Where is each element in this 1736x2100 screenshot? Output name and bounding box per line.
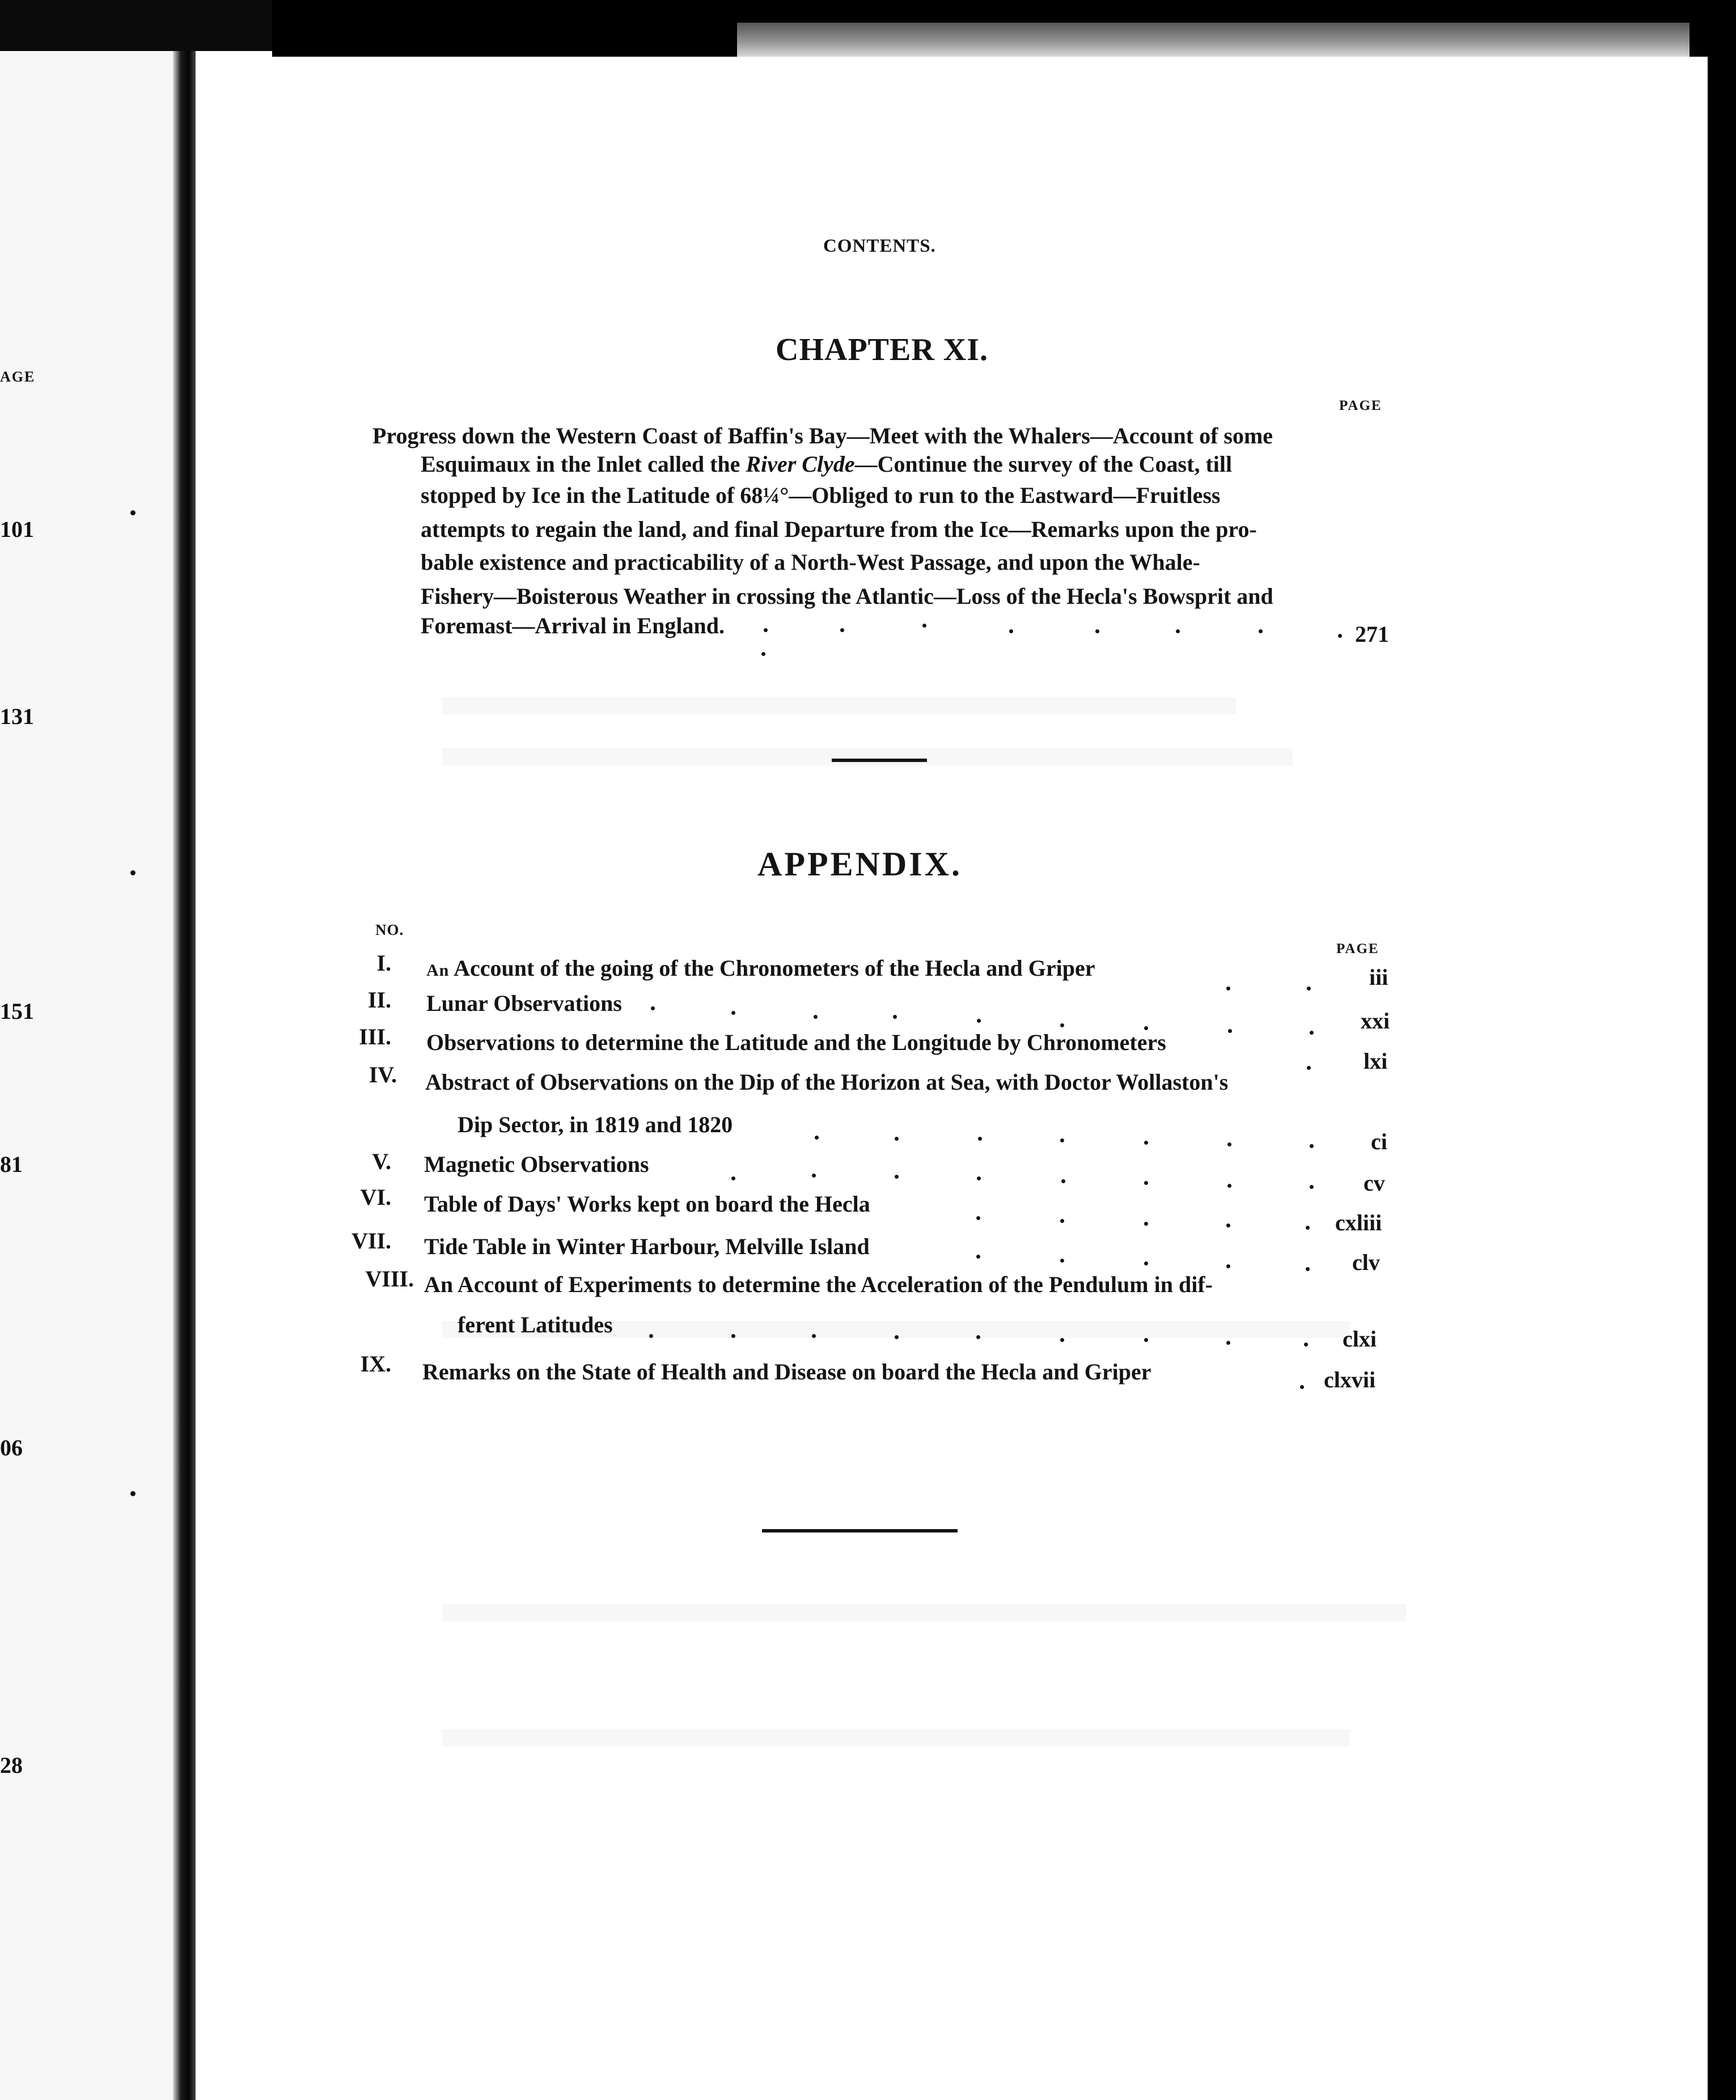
page-gutter bbox=[173, 34, 196, 2100]
appendix-number: I. bbox=[376, 950, 391, 976]
section-rule bbox=[832, 759, 927, 762]
left-page-number: 151 bbox=[0, 998, 34, 1024]
appendix-title: APPENDIX. bbox=[757, 845, 962, 883]
left-page-number: 28 bbox=[0, 1752, 23, 1778]
appendix-page-number: cxliii bbox=[1335, 1210, 1382, 1235]
appendix-entry: Magnetic Observations bbox=[424, 1151, 649, 1177]
appendix-page-number: iii bbox=[1369, 964, 1388, 990]
appendix-entry: Observations to determine the Latitude and the Longitude by Chronometers bbox=[426, 1030, 1166, 1055]
appendix-page-number: cv bbox=[1364, 1170, 1385, 1196]
appendix-entry: Abstract of Observations on the Dip of the Horizon at Sea, with Doctor Wollaston's bbox=[425, 1069, 1229, 1095]
appendix-entry-lead: An bbox=[426, 961, 450, 980]
appendix-page-number: ci bbox=[1371, 1129, 1387, 1154]
appendix-entry-text: Account of the going of the Chronometers of the Hecla and Griper bbox=[454, 955, 1095, 981]
left-page-number: 131 bbox=[0, 704, 34, 729]
speck bbox=[130, 510, 136, 515]
left-page-number: 06 bbox=[0, 1435, 23, 1460]
appendix-page-number: clxvii bbox=[1324, 1367, 1376, 1392]
appendix-page-number: lxi bbox=[1364, 1048, 1388, 1074]
summary-line: Foremast—Arrival in England. bbox=[421, 613, 725, 638]
appendix-number: III. bbox=[359, 1024, 391, 1049]
appendix-page-label: PAGE bbox=[1336, 941, 1379, 956]
closing-rule bbox=[762, 1529, 958, 1532]
appendix-entry: Tide Table in Winter Harbour, Melville Island bbox=[424, 1234, 870, 1259]
left-page bbox=[0, 40, 187, 2100]
appendix-number: II. bbox=[367, 987, 391, 1013]
appendix-entry bbox=[426, 955, 1095, 981]
summary-line: Fishery—Boisterous Weather in crossing the Atlantic—Loss of the Hecla's Bowsprit and bbox=[421, 583, 1273, 609]
running-head: CONTENTS. bbox=[823, 236, 936, 256]
summary-line: stopped by Ice in the Latitude of 68¼°—Obliged to run to the Eastward—Fruitless bbox=[421, 482, 1221, 508]
speck bbox=[130, 870, 136, 875]
scan-border bbox=[0, 0, 272, 51]
chapter-title: CHAPTER XI. bbox=[776, 332, 989, 367]
appendix-page-number: clv bbox=[1352, 1250, 1380, 1275]
appendix-entry: An Account of Experiments to determine the Acceleration of the Pendulum in dif- bbox=[424, 1272, 1213, 1297]
appendix-entry: Remarks on the State of Health and Disease on board the Hecla and Griper bbox=[422, 1359, 1151, 1385]
appendix-number: IX. bbox=[360, 1351, 391, 1377]
left-page-label: AGE bbox=[0, 369, 36, 385]
appendix-entry: Table of Days' Works kept on board the Hecla bbox=[424, 1191, 870, 1217]
appendix-no-label: NO. bbox=[375, 921, 404, 938]
summary-line: attempts to regain the land, and final Departure from the Ice—Remarks upon the pro- bbox=[421, 516, 1257, 542]
summary-line bbox=[421, 451, 1232, 478]
appendix-number: VI. bbox=[360, 1184, 391, 1210]
summary-text: —Continue the survey of the Coast, till bbox=[854, 451, 1233, 477]
chapter-page-label: PAGE bbox=[1339, 398, 1382, 413]
appendix-entry-continued: Dip Sector, in 1819 and 1820 bbox=[458, 1112, 733, 1137]
left-page-number: 101 bbox=[0, 516, 34, 542]
left-page-number: 81 bbox=[0, 1151, 23, 1177]
summary-line: bable existence and practicability of a North-West Passage, and upon the Whale- bbox=[421, 549, 1200, 575]
appendix-page-number: clxi bbox=[1343, 1326, 1377, 1352]
chapter-page-number: 271 bbox=[1355, 621, 1389, 647]
speck bbox=[130, 1491, 136, 1496]
appendix-entry: Lunar Observations bbox=[426, 990, 622, 1016]
summary-text: Esquimaux in the Inlet called the bbox=[421, 451, 740, 477]
scan-border bbox=[1708, 51, 1736, 2100]
appendix-number: VII. bbox=[351, 1228, 391, 1254]
summary-italic: River Clyde bbox=[746, 451, 855, 477]
summary-line: Progress down the Western Coast of Baffin's Bay—Meet with the Whalers—Account of some bbox=[372, 423, 1273, 448]
appendix-number: IV. bbox=[369, 1062, 397, 1087]
appendix-number: V. bbox=[372, 1149, 391, 1174]
scan-border-shadow bbox=[737, 23, 1690, 57]
appendix-page-number: xxi bbox=[1361, 1008, 1390, 1034]
appendix-entry-continued: ferent Latitudes bbox=[458, 1312, 613, 1337]
appendix-number: VIII. bbox=[365, 1266, 414, 1292]
